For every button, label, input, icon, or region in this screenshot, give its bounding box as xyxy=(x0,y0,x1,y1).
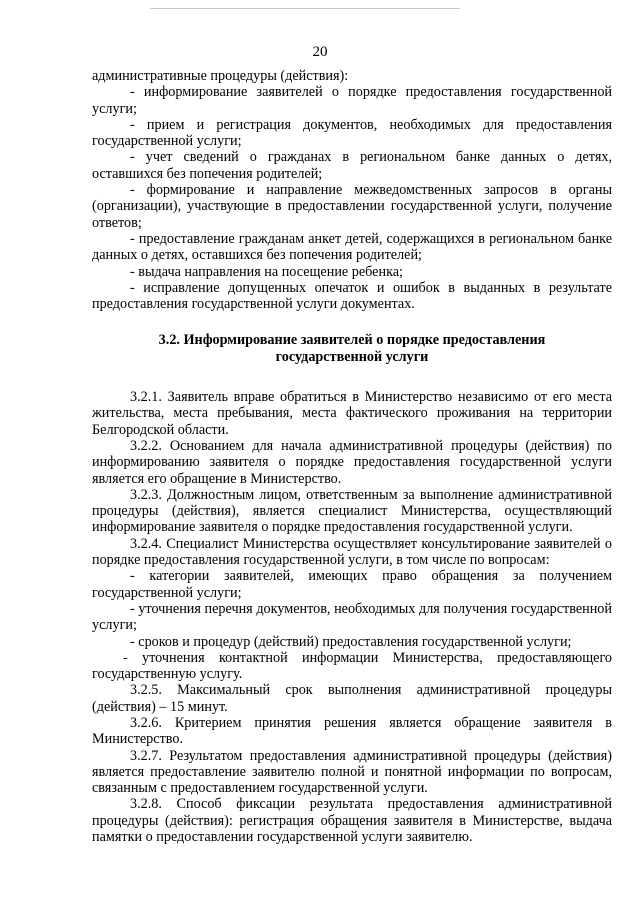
list-item-corrections: - исправление допущенных опечаток и ошибок в выданных в результате предоставления государственной услуги документах. xyxy=(92,279,612,313)
list-item-visit-referral: - выдача направления на посещение ребенка; xyxy=(130,263,403,280)
paragraph-3-2-5: 3.2.5. Максимальный срок выполнения административной процедуры (действия) – 15 минут. xyxy=(92,682,612,715)
paragraph-3-2-6: 3.2.6. Критерием принятия решения является обращение заявителя в Министерство. xyxy=(92,714,612,748)
list-item-reception: - прием и регистрация документов, необходимых для предоставления государственной услуги; xyxy=(92,116,612,150)
list-item-deadlines: - сроков и процедур (действий) предоставления государственной услуги; xyxy=(130,633,572,650)
paragraph-3-2-3: 3.2.3. Должностным лицом, ответственным за выполнение административной процедуры (действия), является специалист Министерства, осуществляющий информирование заявителя о порядке предоставления государственной услуги. xyxy=(92,486,612,536)
paragraph-3-2-1: 3.2.1. Заявитель вправе обратиться в Министерство независимо от его места жительства, места пребывания, места фактического проживания на территории Белгородской области. xyxy=(92,389,612,438)
section-heading xyxy=(92,332,612,365)
paragraph-3-2-8: 3.2.8. Способ фиксации результата предоставления административной процедуры (действия): регистрация обращения заявителя в Министерстве, выдача памятки о предоставлении государственной услуги заявителю. xyxy=(92,796,612,846)
page-number: 20 xyxy=(312,44,328,60)
section-heading-line1: 3.2. Информирование заявителей о порядке предоставления xyxy=(158,332,546,349)
list-item-categories: - категории заявителей, имеющих право обращения за получением государственной услуги; xyxy=(92,568,612,601)
paragraph-3-2-7: 3.2.7. Результатом предоставления административной процедуры (действия) является предоставление заявителю полной и понятной информации по вопросам, связанным с предоставлением государственной услуги. xyxy=(92,747,612,797)
list-item-registry: - учет сведений о гражданах в региональном банке данных о детях, оставшихся без попечения родителей; xyxy=(92,149,612,182)
list-item-informing: - информирование заявителей о порядке предоставления государственной услуги; xyxy=(92,84,612,117)
paragraph-3-2-4: 3.2.4. Специалист Министерства осуществляет консультирование заявителей о порядке предоставления государственной услуги, в том числе по вопросам: xyxy=(92,535,612,569)
list-item-requests: - формирование и направление межведомственных запросов в органы (организации), участвующие в предоставлении государственной услуги, получение ответов; xyxy=(92,182,612,231)
document-body xyxy=(92,68,612,845)
intro-line: административные процедуры (действия): xyxy=(92,68,349,84)
list-item-contacts: - уточнения контактной информации Министерства, предоставляющего государственную услугу. xyxy=(92,649,612,683)
list-item-forms: - предоставление гражданам анкет детей, содержащихся в региональном банке данных о детях, оставшихся без попечения родителей; xyxy=(92,230,612,264)
scan-edge-line xyxy=(150,8,460,9)
paragraph-3-2-2: 3.2.2. Основанием для начала административной процедуры (действия) по информированию заявителя о порядке предоставления государственной услуги является его обращение в Министерство. xyxy=(92,437,612,487)
section-heading-line2: государственной услуги xyxy=(275,348,429,365)
list-item-documents: - уточнения перечня документов, необходимых для получения государственной услуги; xyxy=(92,600,612,634)
